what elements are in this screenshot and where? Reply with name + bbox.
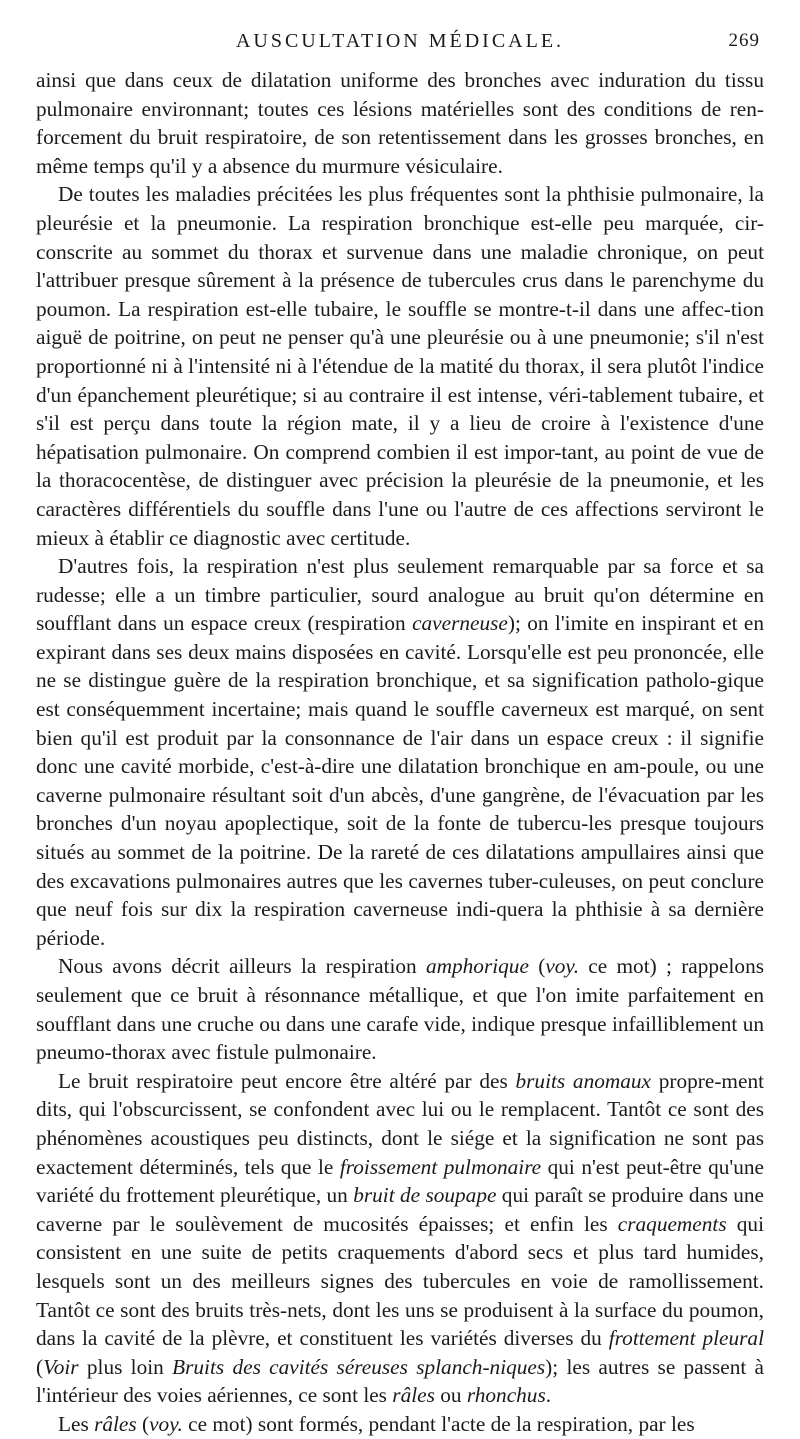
italic-term: caverneuse [412, 611, 508, 636]
page-number: 269 [728, 30, 760, 51]
paragraph-6 [36, 1410, 764, 1439]
italic-term: rhonchus [466, 1383, 546, 1408]
italic-term: amphorique [425, 954, 529, 979]
text-run: Nous avons décrit ailleurs la respiration [58, 954, 426, 979]
paragraph-4 [36, 952, 764, 1066]
text-run: ( [36, 1354, 44, 1379]
text-run: ainsi que dans ceux de dilatation uniforme des bronches avec induration du tissu pulmonaire environnant; toutes ces lésions matérielles sont des conditions de ren-forcement du bruit respiratoire, de son retentissement dans les grosses bronches, en même temps qu'il y a absence du murmure vésiculaire. [36, 68, 764, 178]
text-run: Le bruit respiratoire peut encore être altéré par des [58, 1068, 516, 1093]
paragraph-1 [36, 66, 764, 180]
italic-term: bruit de soupape [353, 1183, 497, 1208]
text-run: ( [528, 954, 546, 979]
paragraph-5 [36, 1067, 764, 1410]
italic-term: voy. [545, 954, 580, 979]
italic-term: frottement pleural [608, 1326, 764, 1351]
text-run: ce mot) sont formés, pendant l'acte de la respiration, par les [182, 1411, 695, 1436]
italic-term: Voir [43, 1354, 79, 1379]
text-run: qui consistent en une suite de petits craquements d'abord secs et plus tard humides, lesquels sont un des meilleurs signes des tubercules en voie de ramollissement. Tantôt ce sont des bruits très-nets, dont les uns se produisent à la surface du poumon, dans la cavité de la plèvre, et constituent les variétés diverses du [36, 1211, 764, 1351]
italic-term: râles [94, 1411, 137, 1436]
italic-term: craquements [617, 1211, 727, 1236]
text-run: Les [58, 1411, 95, 1436]
italic-term: râles [392, 1383, 435, 1408]
text-run: ( [136, 1411, 150, 1436]
text-run: . [545, 1383, 552, 1408]
paragraph-3 [36, 552, 764, 952]
text-run: propre-ment dits, qui l'obscurcissent, se confondent avec lui ou le remplacent. Tantôt ce sont des phénomènes acoustiques peu distincts, dont le siége et la signification ne sont pas exactement déterminés, tels que le [36, 1068, 765, 1179]
text-run: ); les autres se passent à l'intérieur des voies aériennes, ce sont les [36, 1354, 764, 1408]
text-run: De toutes les maladies précitées les plus fréquentes sont la phthisie pulmonaire, la pleurésie et la pneumonie. La respiration bronchique est-elle peu marquée, cir-conscrite au sommet du thorax et survenue dans une maladie chronique, on peut l'attribuer presque sûrement à la présence de tubercules crus dans le parenchyme du poumon. La respiration est-elle tubaire, le souffle se montre-t-il dans une affec-tion aiguë de poitrine, on peut ne penser qu'à une pleurésie ou à une pneumonie; s'il n'est proportionné ni à l'intensité ni à l'étendue de la matité du thorax, il sera plutôt l'indice d'un épanchement pleurétique; si au contraire il est intense, véri-tablement tubaire, et s'il est perçu dans toute la région mate, il y a lieu de croire à l'existence d'une hépatisation pulmonaire. On comprend combien il est impor-tant, au point de vue de la thoracocentèse, de distinguer avec précision la pleurésie de la pneumonie, et les caractères différentiels du souffle dans l'une ou l'autre de ces affections serviront le mieux à établir ce diagnostic avec certitude. [36, 182, 764, 550]
text-run: qui paraît se produire dans une caverne par le soulèvement de mucosités épaisses; et enfin les [36, 1183, 765, 1236]
italic-term: bruits anomaux [515, 1068, 652, 1093]
italic-term: Bruits des cavités séreuses splanch-niques [172, 1354, 546, 1379]
text-run: plus loin [78, 1354, 173, 1379]
text-run: D'autres fois, la respiration n'est plus seulement remarquable par sa force et sa rudesse; elle a un timbre particulier, sourd analogue au bruit qu'on détermine en soufflant dans un espace creux (respiration [36, 554, 764, 636]
italic-term: froissement pulmonaire [339, 1154, 542, 1179]
italic-term: voy. [149, 1411, 183, 1436]
text-run: ce mot) ; rappelons seulement que ce bruit à résonnance métallique, et que l'on imite parfaitement en soufflant dans une cruche ou dans une carafe vide, indique presque infailliblement un pneumo-thorax avec fistule pulmonaire. [36, 954, 765, 1065]
text-run: ou [434, 1383, 467, 1408]
page-header [36, 24, 764, 66]
text-run: qui n'est peut-être qu'une variété du frottement pleurétique, un [36, 1154, 764, 1208]
text-run: ); on l'imite en inspirant et en expirant dans ses deux mains disposées en cavité. Lorsqu'elle est peu prononcée, elle ne se distingue guère de la respiration bronchique, et sa signification patholo-gique est conséquemment incertaine; mais quand le souffle caverneux est marqué, on sent bien qu'il est produit par la consonnance de l'air dans un espace creux : il signifie donc une cavité morbide, c'est-à-dire une dilatation bronchique en am-poule, ou une caverne pulmonaire résultant soit d'un abcès, d'une gangrène, de l'évacuation par les bronches d'un noyau apoplectique, soit de la fonte de tubercu-les presque toujours situés au sommet de la poitrine. De la rareté de ces dilatations ampullaires ainsi que des excavations pulmonaires autres que les cavernes tuber-culeuses, on peut conclure que neuf fois sur dix la respiration caverneuse indi-quera la phthisie à sa dernière période. [36, 611, 764, 950]
running-title: AUSCULTATION MÉDICALE. [235, 30, 565, 52]
paragraph-2 [36, 180, 764, 552]
body-text [36, 66, 764, 1439]
